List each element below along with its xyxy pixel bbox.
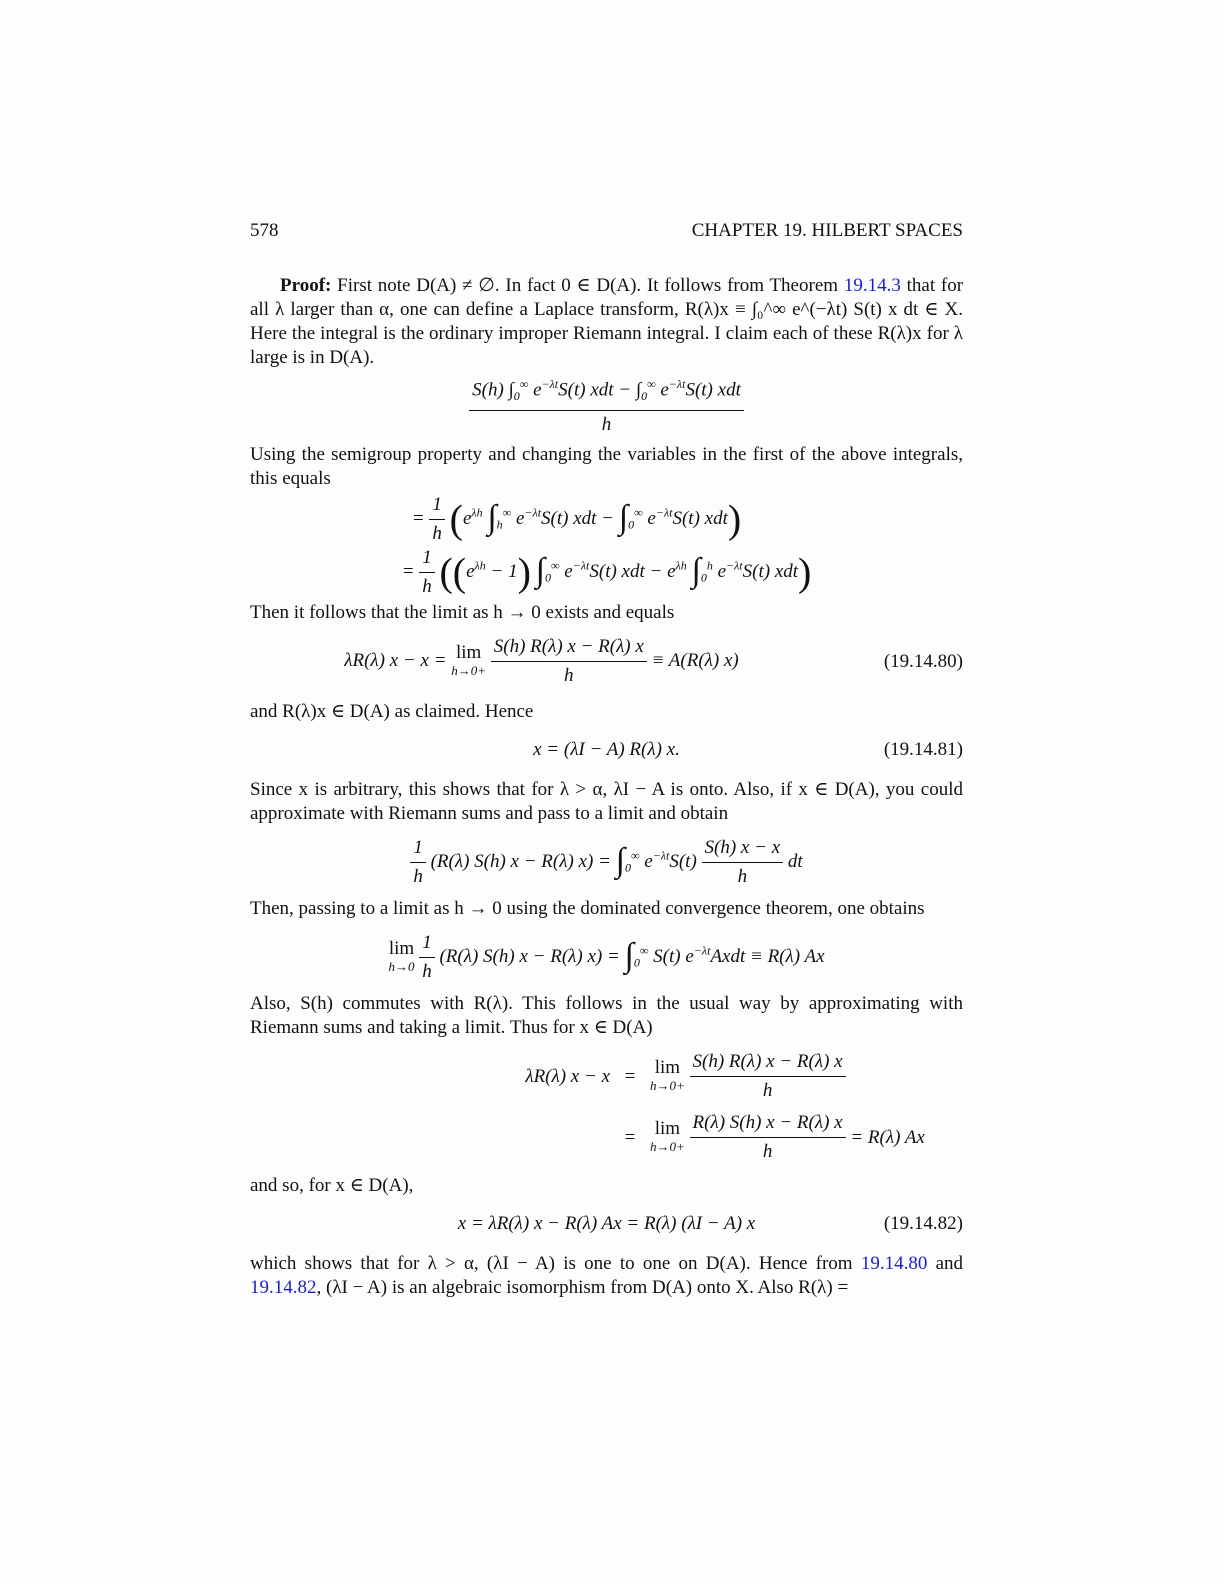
paragraph-8: and so, for x ∈ D(A), [250,1175,414,1197]
commute-align: λR(λ) x − x = lim h→0+ $\frac{S(h) R(\lambda) x - R(\lambda) x}{h}$ = lim h→0+ $\frac{R(\lambda) S(h) x - R(\lambda) x}{h}$ = R(λ) Ax [525,1051,925,1163]
riemann-sum-eq: $\frac{1}{h}$ (R(λ) S(h) x − R(λ) $x) = \int_0^\infty$ $e^{-\lambda t}S(t)$ $\frac{S(h) x - x}{h}$ dt [250,836,963,889]
eq-number-80: (19.14.80) [883,650,963,672]
paragraph-6: Then, passing to a limit as h → 0 using the dominated convergence theorem, one obtains [250,898,925,920]
running-header [250,220,963,242]
paragraph-1: Proof: First note D(A) ≠ ∅. In fact 0 ∈ D(A). It follows from Theorem 19.14.3 that for all λ larger than α, one can define a Laplace transform, R(λ)x ≡ ∫₀^∞ e^(−λt) S(t) x dt ∈ X. Here the integral is the ordinary improper Riemann integral. I claim each of these R(λ)x for λ large is in D(A). [250,275,964,368]
chapter-title: CHAPTER 19. HILBERT SPACES [691,220,963,241]
ref-eq-80[interactable]: 19.14.80 [860,1253,928,1275]
equation-19-14-80: λR(λ) x − x = lim h→0+ $\frac{S(h) R(\lambda) x - R(\lambda) x}{h}$ ≡ A(R(λ) x) (19.14.80) [344,636,963,687]
page-number: 578 [250,220,279,241]
paragraph-4: and R(λ)x ∈ D(A) as claimed. Hence [250,701,534,723]
eq-number-82: (19.14.82) [883,1213,963,1235]
dominated-convergence-eq: lim h→0 $\frac{1}{h}$ (R(λ) S(h) x − R(λ) $x) = \int_0^\infty$ S(t) $e^{-\lambda t}Axdt \equiv R(\lambda)$ Ax [388,932,825,983]
eq-number-81: (19.14.81) [883,739,963,761]
paragraph-9: which shows that for λ > α, (λI − A) is one to one on D(A). Hence from 19.14.80 and 19.14.82, (λI − A) is an algebraic isomorphism from D(A) onto X. Also R(λ) = [250,1253,964,1299]
paragraph-3: Then it follows that the limit as h → 0 exists and equals [250,602,675,624]
equation-19-14-82: x = λR(λ) x − R(λ) Ax = R(λ) (λI − A) x (19.14.82) [457,1213,963,1235]
paragraph-7: Also, S(h) commutes with R(λ). This follows in the usual way by approximating with Riemann sums and taking a limit. Thus for x ∈ D(A) [250,993,963,1039]
paragraph-2: Using the semigroup property and changing the variables in the first of the above integrals, this equals [250,444,963,490]
proof-label: Proof: [280,275,332,296]
equation-19-14-81: x = (λI − A) R(λ) x. (19.14.81) [533,739,963,761]
ref-eq-82[interactable]: 19.14.82 [250,1277,317,1299]
main-content [250,274,963,1300]
ref-theorem[interactable]: 19.14.3 [843,275,901,296]
semigroup-eq-1: = $\frac{1}{h}$ ($e^{\lambda h}$ $\int_h^\infty$ $e^{-\lambda t}S(t)$ xdt − $\int_0^\infty$ $e^{-\lambda t}S(t)$ xdt) [411,494,742,545]
paragraph-5: Since x is arbitrary, this shows that for λ > α, λI − A is onto. Also, if x ∈ D(A), you could approximate with Riemann sums and pass to a limit and obtain [250,779,963,825]
semigroup-eq-2: = $\frac{1}{h}$ ($(e^{\lambda h} - 1)$ $\int_0^\infty$ $e^{-\lambda t}S(t)$ xdt − $e^{\lambda h}$ $\int_0^h$ $e^{-\lambda t}S(t)$ xdt) [401,547,812,598]
difference-quotient-eq: $\frac{S(h) \int_0^\infty e^{-\lambda t}S(t) xdt - \int_0^\infty e^{-\lambda t}S(t) xdt}{h}$ [250,372,963,437]
